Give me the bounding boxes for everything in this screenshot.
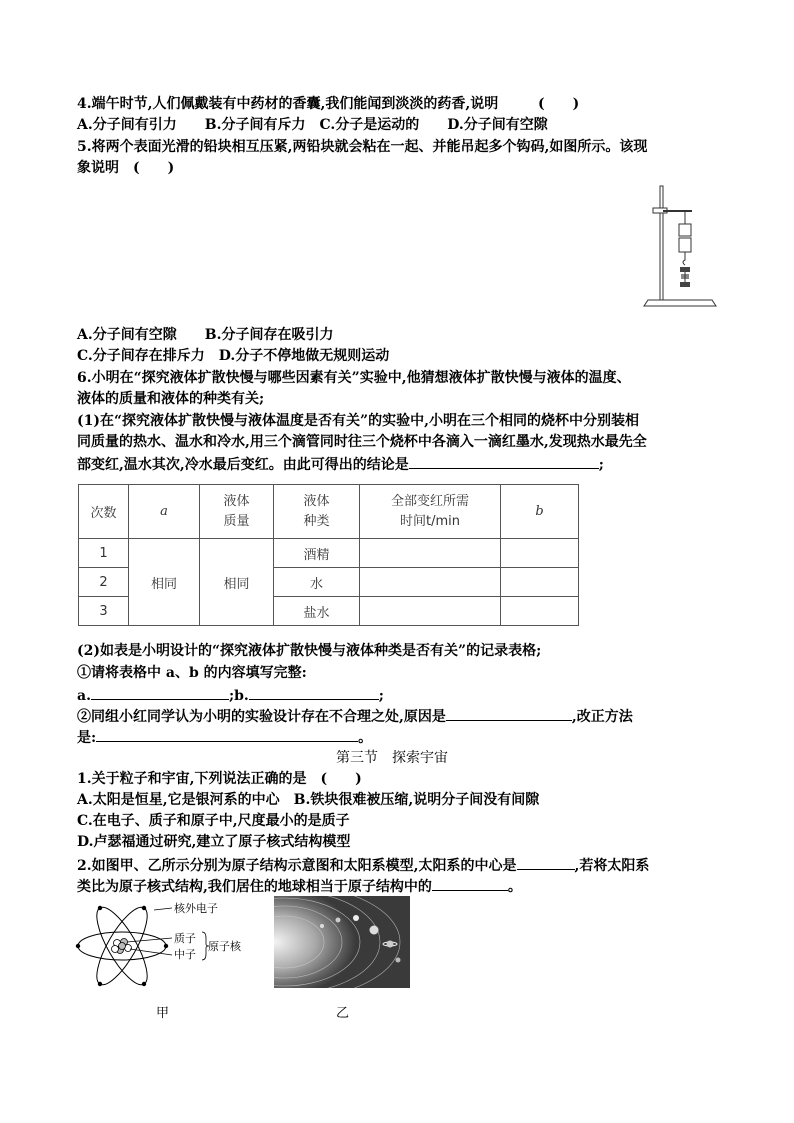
cell-b[interactable] bbox=[501, 568, 579, 597]
s3-q1-option-c: C.在电子、质子和原子中,尺度最小的是质子 bbox=[77, 813, 350, 829]
label-nucleus: 原子核 bbox=[208, 940, 241, 953]
row-number: 2 bbox=[79, 568, 129, 597]
header-mass bbox=[200, 485, 274, 539]
record-table bbox=[78, 484, 579, 626]
s3-q2-line1 bbox=[77, 854, 649, 876]
s3-q1-stem: 1.关于粒子和宇宙,下列说法正确的是 ( ) bbox=[77, 771, 362, 787]
cell-kind: 盐水 bbox=[274, 597, 360, 626]
label-b: ;b. bbox=[228, 688, 249, 704]
header-mass-1: 液体 bbox=[223, 493, 250, 509]
q5-options-line1: A.分子间有空隙 B.分子间存在吸引力 bbox=[77, 327, 334, 343]
label-electron: 核外电子 bbox=[174, 902, 218, 915]
s3-q2-line1-text: 2.如图甲、乙所示分别为原子结构示意图和太阳系模型,太阳系的中心是 bbox=[77, 858, 517, 874]
q6-part1-line3-text: 部变红,温水其次,冷水最后变红。由此可得出的结论是 bbox=[77, 457, 409, 473]
q4-options: A.分子间有引力 B.分子间有斥力 C.分子是运动的 D.分子间有空隙 bbox=[77, 117, 548, 133]
header-kind-1: 液体 bbox=[303, 493, 330, 509]
header-time-2: 时间t/min bbox=[400, 513, 460, 529]
lead-block-stand-figure bbox=[640, 182, 720, 314]
q5-stem-line1: 5.将两个表面光滑的铅块相互压紧,两铅块就会粘在一起、并能吊起多个钩码,如图所示。该现 bbox=[77, 139, 648, 155]
cell-kind: 水 bbox=[274, 568, 360, 597]
q6-part2-line5 bbox=[77, 726, 372, 748]
s3-q2-line1-end: ,若将太阳系 bbox=[574, 858, 650, 874]
conclusion-blank[interactable] bbox=[409, 453, 599, 469]
q6-part2-line3 bbox=[77, 684, 384, 706]
label-proton: 质子 bbox=[174, 932, 196, 945]
blank-b[interactable] bbox=[249, 684, 379, 700]
q4-answer-paren: ( ) bbox=[538, 96, 580, 112]
cell-kind: 酒精 bbox=[274, 539, 360, 568]
s3-q1-option-ab: A.太阳是恒星,它是银河系的中心 B.铁块很难被压缩,说明分子间没有间隙 bbox=[77, 792, 540, 808]
header-a: a bbox=[129, 485, 200, 539]
header-mass-2: 质量 bbox=[223, 513, 250, 529]
header-b: b bbox=[501, 485, 579, 539]
q6-part2-line4 bbox=[77, 705, 633, 727]
row-number: 1 bbox=[79, 539, 129, 568]
cell-time[interactable] bbox=[360, 597, 501, 626]
fix-blank[interactable] bbox=[96, 726, 358, 742]
blank-a[interactable] bbox=[91, 684, 229, 700]
section-title: 第三节 探索宇宙 bbox=[336, 750, 448, 766]
header-kind bbox=[274, 485, 360, 539]
reason-blank[interactable] bbox=[446, 705, 572, 721]
row-number: 3 bbox=[79, 597, 129, 626]
header-kind-2: 种类 bbox=[303, 513, 330, 529]
fix-text: ,改正方法 bbox=[571, 709, 633, 725]
header-count: 次数 bbox=[79, 485, 129, 539]
caption-yi: 乙 bbox=[336, 1006, 350, 1021]
s3-q2-line2-text: 类比为原子核式结构,我们居住的地球相当于原子结构中的 bbox=[77, 879, 432, 895]
s3-q1-option-d: D.卢瑟福通过研究,建立了原子核式结构模型 bbox=[77, 834, 351, 850]
q4-stem-text: 4.端午时节,人们佩戴装有中药材的香囊,我们能闻到淡淡的药香,说明 bbox=[77, 96, 499, 112]
q6-part1-end: ; bbox=[598, 457, 604, 473]
cell-time[interactable] bbox=[360, 539, 501, 568]
q6-line1: 6.小明在“探究液体扩散快慢与哪些因素有关”实验中,他猜想液体扩散快慢与液体的温度、 bbox=[77, 370, 631, 386]
q6-part1-line2: 同质量的热水、温水和冷水,用三个滴管同时往三个烧杯中各滴入一滴红墨水,发现热水最先全 bbox=[77, 434, 647, 450]
header-time-1: 全部变红所需 bbox=[390, 493, 469, 509]
q6-line2: 液体的质量和液体的种类有关; bbox=[77, 391, 265, 407]
q6-part2-line3-end: ; bbox=[378, 688, 384, 704]
cell-time[interactable] bbox=[360, 568, 501, 597]
label-a: a. bbox=[77, 688, 91, 704]
q5-options-line2: C.分子间存在排斥力 D.分子不停地做无规则运动 bbox=[77, 348, 390, 364]
q6-part1-line3 bbox=[77, 453, 604, 475]
q6-part2-line1: (2)如表是小明设计的“探究液体扩散快慢与液体种类是否有关”的记录表格; bbox=[77, 643, 542, 659]
s3-q2-line2 bbox=[77, 875, 522, 897]
solar-system-image bbox=[274, 896, 410, 988]
center-blank[interactable] bbox=[517, 854, 575, 870]
label-neutron: 中子 bbox=[174, 948, 196, 961]
atom-structure-diagram bbox=[74, 898, 274, 1000]
q6-part1-line1: (1)在“探究液体扩散快慢与液体温度是否有关”的实验中,小明在三个相同的烧杯中分别装相 bbox=[77, 413, 639, 429]
table-row bbox=[79, 539, 579, 568]
earth-blank[interactable] bbox=[432, 875, 508, 891]
q4-stem bbox=[77, 94, 579, 114]
cell-a-same: 相同 bbox=[129, 539, 200, 626]
cell-b[interactable] bbox=[501, 539, 579, 568]
s3-q2-line2-end: 。 bbox=[507, 879, 522, 895]
fix-end: 。 bbox=[358, 730, 373, 746]
cell-b[interactable] bbox=[501, 597, 579, 626]
q6-part2-line2: ①请将表格中 a、b 的内容填写完整: bbox=[77, 665, 307, 681]
caption-jia: 甲 bbox=[156, 1006, 170, 1021]
reason-text: ②同组小红同学认为小明的实验设计存在不合理之处,原因是 bbox=[77, 709, 446, 725]
q5-stem-line2: 象说明 ( ) bbox=[77, 160, 175, 176]
cell-mass-same: 相同 bbox=[200, 539, 274, 626]
fix-prefix: 是: bbox=[77, 730, 97, 746]
header-time bbox=[360, 485, 501, 539]
